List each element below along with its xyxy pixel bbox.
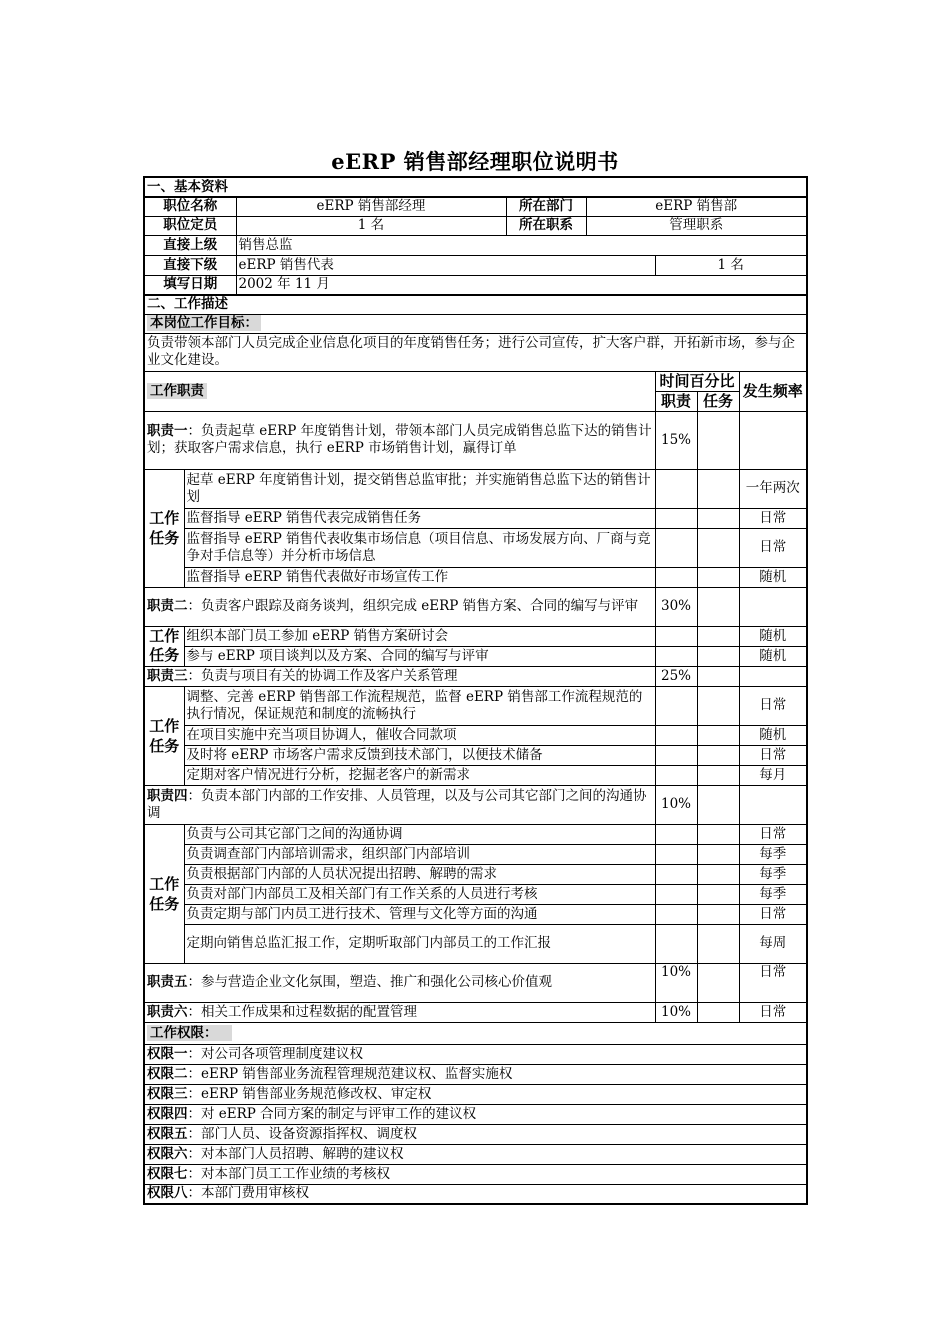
task-label-a: 工作	[144, 626, 184, 646]
job-description-sheet	[143, 176, 806, 1205]
headcount-value: 1 名	[236, 216, 506, 235]
duty-6: 职责六：相关工作成果和过程数据的配置管理	[144, 1002, 655, 1022]
authority-2: 权限二：eERP 销售部业务流程管理规范建议权、监督实施权	[144, 1064, 807, 1084]
duty-3-task-4: 定期对客户情况进行分析，挖掘老客户的新需求	[184, 765, 655, 785]
duty-3: 职责三：负责与项目有关的协调工作及客户关系管理	[144, 666, 655, 686]
col-task-header: 任务	[697, 391, 739, 411]
section-desc: 二、工作描述	[144, 295, 807, 314]
dept-label: 所在部门	[506, 197, 586, 216]
authority-1: 权限一：对公司各项管理制度建议权	[144, 1044, 807, 1064]
duty-4-task-5: 负责定期与部门内员工进行技术、管理与文化等方面的沟通	[184, 904, 655, 924]
duty-4-task-6: 定期向销售总监汇报工作，定期听取部门内部员工的工作汇报	[184, 924, 655, 963]
duty-3-task-3-freq: 日常	[739, 745, 807, 765]
authority-label: 工作权限：	[147, 1025, 232, 1041]
duty-3-task-2-freq: 随机	[739, 725, 807, 745]
dept-value: eERP 销售部	[586, 197, 807, 216]
authority-6: 权限六：对本部门人员招聘、解聘的建议权	[144, 1144, 807, 1164]
duty-1-task-2-freq: 日常	[739, 508, 807, 528]
col-duty-header: 职责	[655, 391, 697, 411]
duty-1-task-2: 监督指导 eERP 销售代表完成销售任务	[184, 508, 655, 528]
duty-header: 工作职责	[144, 371, 655, 411]
duty-6-pct: 10%	[655, 1002, 697, 1022]
job-table	[143, 176, 808, 1205]
duty-5: 职责五：参与营造企业文化氛围，塑造、推广和强化公司核心价值观	[144, 963, 655, 1002]
authority-5: 权限五：部门人员、设备资源指挥权、调度权	[144, 1124, 807, 1144]
duty-3-task-2: 在项目实施中充当项目协调人，催收合同款项	[184, 725, 655, 745]
duty-4-task-5-freq: 日常	[739, 904, 807, 924]
duty-3-task-1-freq: 日常	[739, 686, 807, 725]
task-label: 工作 任务	[144, 469, 184, 587]
superior-value: 销售总监	[236, 235, 807, 255]
duty-4-task-3: 负责根据部门内部的人员状况提出招聘、解聘的需求	[184, 864, 655, 884]
duty-4-task-1: 负责与公司其它部门之间的沟通协调	[184, 824, 655, 844]
duty-2-task-1: 组织本部门员工参加 eERP 销售方案研讨会	[184, 626, 655, 646]
task-label-b: 任务	[144, 646, 184, 666]
duty-3-task-1: 调整、完善 eERP 销售部工作流程规范，监督 eERP 销售部工作流程规范的执行情况，保证规范和制度的流畅执行	[184, 686, 655, 725]
duty-1-task-4: 监督指导 eERP 销售代表做好市场宣传工作	[184, 567, 655, 587]
subordinate-value: eERP 销售代表	[236, 255, 655, 275]
goal-label-cell	[144, 314, 807, 333]
date-label: 填写日期	[144, 275, 236, 295]
superior-label: 直接上级	[144, 235, 236, 255]
section-basic: 一、基本资料	[144, 177, 807, 197]
series-value: 管理职系	[586, 216, 807, 235]
series-label: 所在职系	[506, 216, 586, 235]
duty-2-task-2: 参与 eERP 项目谈判以及方案、合同的编写与评审	[184, 646, 655, 666]
duty-1: 职责一：负责起草 eERP 年度销售计划，带领本部门人员完成销售总监下达的销售计划；获取客户需求信息，执行 eERP 市场销售计划，赢得订单	[144, 411, 655, 469]
task-label: 工作 任务	[144, 686, 184, 785]
duty-2: 职责二：负责客户跟踪及商务谈判，组织完成 eERP 销售方案、合同的编写与评审	[144, 587, 655, 626]
authority-7: 权限七：对本部门员工工作业绩的考核权	[144, 1164, 807, 1184]
duty-4-pct: 10%	[655, 785, 697, 824]
duty-2-pct: 30%	[655, 587, 697, 626]
headcount-label: 职位定员	[144, 216, 236, 235]
duty-2-task-1-freq: 随机	[739, 626, 807, 646]
page-title: eERP 销售部经理职位说明书	[331, 149, 619, 174]
time-pct-header: 时间百分比	[655, 371, 739, 391]
duty-4-task-4-freq: 每季	[739, 884, 807, 904]
duty-1-task-3: 监督指导 eERP 销售代表收集市场信息（项目信息、市场发展方向、厂商与竞争对手信息等）并分析市场信息	[184, 528, 655, 567]
duty-1-task-1: 起草 eERP 年度销售计划，提交销售总监审批；并实施销售总监下达的销售计划	[184, 469, 655, 508]
date-value: 2002 年 11 月	[236, 275, 807, 295]
duty-3-pct: 25%	[655, 666, 697, 686]
duty-4-task-6-freq: 每周	[739, 924, 807, 963]
freq-header: 发生频率	[739, 371, 807, 411]
position-name-value: eERP 销售部经理	[236, 197, 506, 216]
authority-4: 权限四：对 eERP 合同方案的制定与评审工作的建议权	[144, 1104, 807, 1124]
duty-6-freq: 日常	[739, 1002, 807, 1022]
authority-label-cell	[144, 1022, 807, 1044]
subordinate-count: 1 名	[655, 255, 807, 275]
duty-4-task-2-freq: 每季	[739, 844, 807, 864]
duty-1-task-1-freq: 一年两次	[739, 469, 807, 508]
duty-2-task-2-freq: 随机	[739, 646, 807, 666]
duty-4-task-3-freq: 每季	[739, 864, 807, 884]
duty-4-task-1-freq: 日常	[739, 824, 807, 844]
duty-4-task-4: 负责对部门内部员工及相关部门有工作关系的人员进行考核	[184, 884, 655, 904]
task-label: 工作 任务	[144, 824, 184, 963]
duty-3-task-3: 及时将 eERP 市场客户需求反馈到技术部门，以便技术储备	[184, 745, 655, 765]
duty-1-task-3-freq: 日常	[739, 528, 807, 567]
authority-3: 权限三：eERP 销售部业务规范修改权、审定权	[144, 1084, 807, 1104]
duty-4-task-2: 负责调查部门内部培训需求，组织部门内部培训	[184, 844, 655, 864]
goal-label: 本岗位工作目标：	[147, 315, 261, 331]
duty-3-task-4-freq: 每月	[739, 765, 807, 785]
position-name-label: 职位名称	[144, 197, 236, 216]
duty-1-pct: 15%	[655, 411, 697, 469]
duty-5-freq: 日常	[739, 963, 807, 1002]
authority-8: 权限八：本部门费用审核权	[144, 1184, 807, 1204]
duty-5-pct: 10%	[655, 963, 697, 1002]
duty-1-task-4-freq: 随机	[739, 567, 807, 587]
goal-text: 负责带领本部门人员完成企业信息化项目的年度销售任务；进行公司宣传，扩大客户群，开拓新市场，参与企业文化建设。	[144, 333, 807, 371]
subordinate-label: 直接下级	[144, 255, 236, 275]
duty-4: 职责四：负责本部门内部的工作安排、人员管理，以及与公司其它部门之间的沟通协调	[144, 785, 655, 824]
